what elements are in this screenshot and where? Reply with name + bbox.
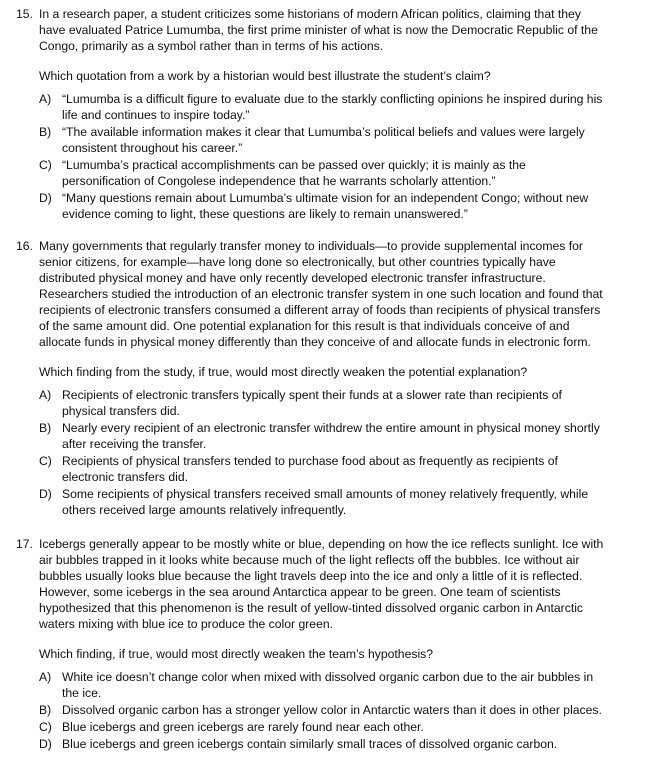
question-prompt: Which finding from the study, if true, would most directly weaken the potential explanation? <box>39 365 528 379</box>
answer-choice-d[interactable] <box>39 736 606 752</box>
answer-choice-b[interactable] <box>39 702 606 718</box>
question-17 <box>16 536 606 753</box>
choice-text: Blue icebergs and green icebergs are rarely found near each other. <box>62 720 424 734</box>
question-15 <box>16 6 606 223</box>
choice-letter: A) <box>39 92 52 106</box>
question-number: 16. <box>16 239 33 253</box>
choice-text: “Lumumba’s practical accomplishments can be passed over quickly; it is mainly as the personification of Congolese independence that he warrants scholarly attention.” <box>62 158 526 188</box>
question-stem: Icebergs generally appear to be mostly white or blue, depending on how the ice reflects sunlight. Ice with air bubbles trapped in it looks white because much of the light reflects off the bubbles. Ice without air bubbles usually looks blue because the light travels deep into the ice and only a little of it is reflected. However, some icebergs in the sea around Antarctica appear to be green. One team of scientists hypothesized that this phenomenon is the result of yellow-tinted dissolved organic carbon in Antarctic waters mixing with blue ice to produce the color green. <box>39 537 604 631</box>
answer-choice-b[interactable] <box>39 420 606 452</box>
question-stem-block <box>16 536 606 632</box>
choice-letter: A) <box>39 670 52 684</box>
choice-letter: B) <box>39 421 52 435</box>
choice-text: Dissolved organic carbon has a stronger yellow color in Antarctic waters than it does in other places. <box>62 703 602 717</box>
answer-choice-c[interactable] <box>39 719 606 735</box>
choice-letter: C) <box>39 158 52 172</box>
choice-text: Recipients of physical transfers tended to purchase food about as frequently as recipients of electronic transfers did. <box>62 454 558 484</box>
choice-text: “The available information makes it clear that Lumumba’s political beliefs and values were largely consistent throughout his career.” <box>62 125 585 155</box>
choice-letter: B) <box>39 703 52 717</box>
answer-choice-c[interactable] <box>39 453 606 485</box>
answer-choice-a[interactable] <box>39 669 606 701</box>
answer-choices <box>39 669 606 752</box>
choice-letter: B) <box>39 125 52 139</box>
answer-choice-b[interactable] <box>39 124 606 156</box>
choice-text: Some recipients of physical transfers received small amounts of money relatively frequently, while others received large amounts relatively infrequently. <box>62 487 589 517</box>
choice-text: “Many questions remain about Lumumba’s ultimate vision for an independent Congo; without new evidence coming to light, these questions are likely to remain unanswered.” <box>62 191 589 221</box>
choice-letter: C) <box>39 720 52 734</box>
choice-letter: A) <box>39 388 52 402</box>
choice-letter: D) <box>39 737 52 751</box>
choice-text: Blue icebergs and green icebergs contain similarly small traces of dissolved organic carbon. <box>62 737 558 751</box>
question-stem-block <box>16 238 606 350</box>
choice-text: White ice doesn’t change color when mixed with dissolved organic carbon due to the air bubbles in the ice. <box>62 670 594 700</box>
answer-choice-c[interactable] <box>39 157 606 189</box>
question-number: 17. <box>16 537 33 551</box>
choice-text: Recipients of electronic transfers typically spent their funds at a slower rate than recipients of physical transfers did. <box>62 388 562 418</box>
question-number: 15. <box>16 7 33 21</box>
answer-choice-a[interactable] <box>39 387 606 419</box>
answer-choice-d[interactable] <box>39 486 606 518</box>
choice-letter: D) <box>39 191 52 205</box>
choice-letter: D) <box>39 487 52 501</box>
answer-choice-d[interactable] <box>39 190 606 222</box>
question-stem: Many governments that regularly transfer money to individuals—to provide supplemental incomes for senior citizens, for example—have long done so electronically, but other countries typically have distributed physical money and have only recently developed electronic transfer infrastructure. Researchers studied the introduction of an electronic transfer system in one such location and found that recipients of electronic transfers consumed a different array of foods than recipients of physical transfers of the same amount did. One potential explanation for this result is that individuals conceive of and allocate funds in physical money differently than they conceive of and allocate funds in electronic form. <box>39 239 603 349</box>
answer-choices <box>39 387 606 518</box>
question-stem-block <box>16 6 606 54</box>
question-prompt: Which finding, if true, would most directly weaken the team’s hypothesis? <box>39 647 434 661</box>
choice-text: Nearly every recipient of an electronic transfer withdrew the entire amount in physical money shortly after receiving the transfer. <box>62 421 600 451</box>
answer-choice-a[interactable] <box>39 91 606 123</box>
question-16 <box>16 238 606 519</box>
answer-choices <box>39 91 606 222</box>
choice-letter: C) <box>39 454 52 468</box>
question-stem: In a research paper, a student criticizes some historians of modern African politics, claiming that they have evaluated Patrice Lumumba, the first prime minister of what is now the Democratic Republic of the Congo, primarily as a symbol rather than in terms of his actions. <box>39 7 598 53</box>
question-prompt: Which quotation from a work by a historian would best illustrate the student’s claim? <box>39 69 491 83</box>
choice-text: “Lumumba is a difficult figure to evaluate due to the starkly conflicting opinions he inspired during his life and continues to inspire today.” <box>62 92 603 122</box>
